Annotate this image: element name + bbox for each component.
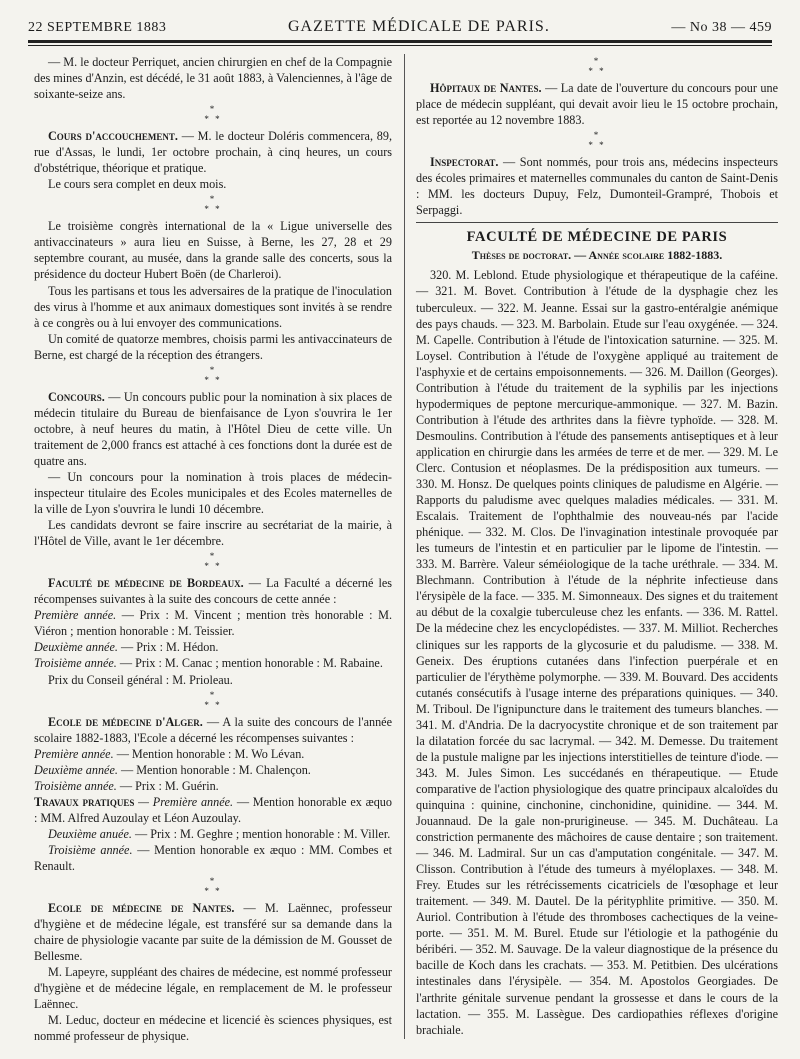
page-header xyxy=(28,18,772,40)
bordeaux-award-1 xyxy=(34,607,392,639)
concours-paragraph-2: — Un concours pour la nomination à trois places de médecin-inspecteur titulaire des Ecoles municipales et des Ecoles maternelles de la ville de Lyon s'ouvrira le lundi 10 décembre. xyxy=(34,469,392,517)
congres-paragraph-1: Le troisième congrès international de la « Ligue universelle des antivaccinateurs » aura lieu en Suisse, à Berne, les 27, 28 et 29 septembre courant, au musée, dans la grande salle des concerts, sous la présidence du docteur Hubert Boën (de Charleroi). xyxy=(34,219,392,282)
award-year: Deuxième anuée. xyxy=(48,826,132,841)
left-column xyxy=(34,54,392,1044)
nantes-text: — M. Laënnec, professeur d'hygiène et de médecine légale, est transféré sur sa demande dans la chaire de physiologie vacante par suite de la démission de M. Gousset de Bellesme. xyxy=(34,901,392,964)
separator-stars: * * * xyxy=(204,876,222,897)
award-year: Troisième année. xyxy=(34,656,117,671)
right-column xyxy=(416,54,778,1038)
nantes-paragraph-2: M. Lapeyre, suppléant des chaires de médecine, est nommé professeur d'hygiène et de médecine légale, en remplacement de M. le professeur Laënnec. xyxy=(34,965,392,1012)
header-date: 22 SEPTEMBRE 1883 xyxy=(28,20,167,35)
nantes-heading: Ecole de médecine de Nantes. xyxy=(48,901,235,916)
hopitaux-paragraph xyxy=(416,80,778,128)
travaux-year: — Première année. xyxy=(134,794,234,809)
header-page-number: — No 38 — 459 xyxy=(671,20,772,35)
inspectorat-heading: Inspectorat. xyxy=(430,155,499,170)
header-rule-thick xyxy=(28,40,772,43)
bordeaux-paragraph xyxy=(34,575,392,607)
alger-award-1 xyxy=(34,746,392,762)
award-year: Troisième année. xyxy=(34,778,117,793)
cours-text-2: Le cours sera complet en deux mois. xyxy=(48,177,227,192)
separator-stars: * * * xyxy=(204,551,222,572)
award-text: — Mention honorable : M. Wo Lévan. xyxy=(113,746,305,761)
column-divider xyxy=(404,54,405,1039)
award-year: Deuxième année. xyxy=(34,762,118,777)
award-text: — Prix : M. Canac ; mention honorable : M. Rabaine. xyxy=(116,656,383,671)
award-year: Première année. xyxy=(34,746,114,761)
cours-paragraph xyxy=(34,128,392,176)
hopitaux-text: — La date de l'ouverture du concours pour une place de médecin suppléant, qui devait avoir lieu le 15 octobre prochain, est reportée au 12 novembre 1883. xyxy=(416,81,778,128)
award-year: Deuxième année. xyxy=(34,640,118,655)
award-year: Troisième année. xyxy=(48,842,133,857)
separator-stars: * * * xyxy=(588,130,606,151)
header-rule-thin xyxy=(28,45,772,46)
inspectorat-text: — Sont nommés, pour trois ans, médecins inspecteurs des écoles primaires et maternelles communales du canton de Saint-Denis : MM. les docteurs Dupuy, Felz, Dumonteil-Grampré, Thobois et Serpaggi. xyxy=(416,155,778,218)
obituary-perriquet: — M. le docteur Perriquet, ancien chirurgien en chef de la Compagnie des mines d'Anzin, est décédé, le 31 août 1883, à Valenciennes, à l'âge de soixante-seize ans. xyxy=(34,55,392,102)
concours-heading: Concours. xyxy=(48,389,105,404)
award-year: Première année. xyxy=(34,608,117,623)
separator-stars: * * * xyxy=(204,104,222,125)
travaux-pratiques xyxy=(34,794,392,826)
award-text: — Prix : M. Geghre ; mention honorable : M. Viller. xyxy=(131,826,391,841)
congres-paragraph-2: Tous les partisans et tous les adversaires de la pratique de l'inoculation des virus à l'homme et aux animaux domestiques sont invités à se rendre à ce congrès ou à lui envoyer des communications. xyxy=(34,283,392,330)
award-text: — Prix : M. Hédon. xyxy=(117,640,219,655)
faculte-title: FACULTÉ DE MÉDECINE DE PARIS xyxy=(416,222,778,245)
award-text: — Prix : M. Vincent ; mention très honorable : M. Viéron ; mention honorable : M. Teissier. xyxy=(34,608,393,639)
alger-award-2 xyxy=(34,762,392,778)
nantes-paragraph xyxy=(34,900,392,964)
nantes-paragraph-3: M. Leduc, docteur en médecine et licencié ès sciences physiques, est nommé professeur de physique. xyxy=(34,1013,392,1044)
separator-stars: * * * xyxy=(204,689,222,710)
alger-troisieme xyxy=(34,842,392,874)
bordeaux-prix: Prix du Conseil général : M. Prioleau. xyxy=(48,672,233,687)
bordeaux-text: — La Faculté a décerné les récompenses suivantes à la suite des concours de cette année : xyxy=(34,576,392,607)
theses-heading: Thèses de doctorat. — Année scolaire 1882-1883. xyxy=(471,248,723,263)
award-text: — Prix : M. Guérin. xyxy=(116,778,219,793)
bordeaux-award-3 xyxy=(34,655,392,671)
alger-award-3 xyxy=(34,778,392,794)
bordeaux-heading: Faculté de médecine de Bordeaux. xyxy=(48,576,244,591)
travaux-text: — Mention honorable ex æquo : MM. Alfred Auzoulay et Léon Auzoulay. xyxy=(34,794,392,825)
award-text: — Mention honorable ex æquo : MM. Combes et Renault. xyxy=(34,842,392,873)
alger-text: — A la suite des concours de l'année scolaire 1882-1883, l'Ecole a décerné les récompenses suivantes : xyxy=(34,714,392,745)
travaux-heading: Travaux pratiques xyxy=(34,794,135,809)
bordeaux-award-2 xyxy=(34,639,392,655)
inspectorat-paragraph xyxy=(416,154,778,218)
header-title: GAZETTE MÉDICALE DE PARIS. xyxy=(287,18,550,35)
hopitaux-heading: Hôpitaux de Nantes. xyxy=(430,81,542,95)
cours-heading: Cours d'accouchement. xyxy=(48,129,178,144)
separator-stars: * * * xyxy=(588,56,606,76)
concours-paragraph xyxy=(34,389,392,469)
alger-paragraph xyxy=(34,714,392,746)
separator-stars: * * * xyxy=(204,194,222,215)
concours-text: — Un concours public pour la nomination à six places de médecin titulaire du Bureau de bienfaisance de Lyon s'ouvrira le 1er octobre, à neuf heures du matin, à l'Hôtel Dieu de cette ville. Un traitement de 2,000 francs est attaché à ces fonctions dont la durée est de quatre ans. xyxy=(34,389,392,468)
alger-deuxieme xyxy=(34,826,392,842)
alger-heading: Ecole de médecine d'Alger. xyxy=(48,714,203,729)
cours-text: — M. le docteur Doléris commencera, 89, rue d'Assas, le lundi, 1er octobre prochain, à cinq heures, un cours d'obstétrique, théorique et pratique. xyxy=(34,129,392,176)
award-text: — Mention honorable : M. Chalençon. xyxy=(117,762,311,777)
theses-list: 320. M. Leblond. Etude physiologique et thérapeutique de la caféine. — 321. M. Bovet. Contribution à l'étude de la dysphagie chez les tuberculeux. — 322. M. Jeanne. Essai sur la gastro-entéralgie anémique des pays chauds. — 323. M. Barbolain. Etude sur l'eau oxygénée. — 324. M. Capelle. Contribution à l'étude de l'intoxication saturnine. — 325. M. Loysel. Contribution à l'étude de l'oxygène appliqué au traitement de l'asphyxie et de certains empoisonnements. — 326. M. Daillon (Georges). Contribution à l'étude du traitement de la syphilis par les injections hypodermiques de peptone mercurique-ammonique. — 327. M. Bazin. Contribution à l'étude des arthrites dans la fièvre typhoïde. — 328. M. Desmoulins. Contribution à l'étude des pansements antiseptiques et à leur application en chirurgie dans les armées de terre et de mer. — 329. M. Le Clerc. Contusion et néoplasmes. De la prédisposition aux tumeurs. — 330. M. Honsz. De quelques points cliniques de paludisme en Algérie. — Rapports du paludisme avec quelques maladies médicales. — 331. M. Escalais. Traitement de l'ophthalmie des nouveau-nés par l'acide phénique. — 332. M. Clos. De l'invagination intestinale provoquée par les tumeurs de l'intestin et en particulier par le lipome de l'intestin. — 333. M. Barrère. Valeur séméiologique de la tache uréthrale. — 334. M. Blechmann. Contribution à l'étude de la néphrite infectieuse dans l'érysipèle de la face. — 335. M. Simonneaux. Des signes et du traitement au début de la coxalgie tuberculeuse chez les enfants. — 336. M. Rattel. De la médecine chez les encyclopédistes. — 337. M. Milliot. Recherches cliniques sur les rapports de la glycosurie et du paludisme. — 338. M. Geneix. Des éruptions cutanées dans l'infection puerpérale et en particulier de l'érythème polymorphe. — 339. M. Bouvard. Des accidents cutanés consécutifs à l'usage interne des préparations quiniques. — 340. M. Triboul. De l'ignipuncture dans le traitement des tumeurs blanches. — 341. M. d'Andria. De la dacryocystite chronique et de son traitement par la dilatation forcée du sac lacrymal. — 342. M. Demesse. Du traitement de la pustule maligne par les injections interstitielles de teinture d'iode. — 343. M. Jules Simon. Les succédanés en thérapeutique. — Etude comparative de l'action physiologique des quatre principaux alcaloïdes du quinquina : quinine, cinchonine, cinchonidine, quinidine. — 344. M. Jouannaud. De la gale non-prurigineuse. — 345. M. Duchâteau. La constriction permanente des mâchoires de cause dentaire ; son traitement. — 346. M. Ladmiral. Sur un cas d'amputation congénitale. — 347. M. Clisson. Contribution à l'étude des tumeurs à myéloplaxes. — 348. M. Frey. Etudes sur les rétrécissements cicatriciels de l'œsophage et leur traitement. — 349. M. Dautel. De la pérityphlite primitive. — 350. M. Auriol. Contribution à l'étude des thromboses cachectiques de la veine-porte. — 351. M. M. Burel. Etude sur l'étiologie et la pathogénie du béribéri. — 352. M. Sauvage. De la valeur diagnostique de la présence du bacille de Koch dans les crachats. — 353. M. Petitbien. Des ulcérations intestinales dans l'érysipèle. — 354. M. Apostolos Georgiades. De l'arthrite génitale survenue pendant la grossesse et dans le cours de la lactation. — 355. M. Lassègue. Des cardiopathies réflexes d'origine brachiale. xyxy=(416,268,778,1037)
separator-stars: * * * xyxy=(204,364,222,385)
concours-paragraph-3: Les candidats devront se faire inscrire au secrétariat de la mairie, à l'Hôtel de Ville, avant le 1er décembre. xyxy=(34,518,392,549)
congres-paragraph-3: Un comité de quatorze membres, choisis parmi les antivaccinateurs de Berne, est chargé de la réception des étrangers. xyxy=(34,331,392,362)
